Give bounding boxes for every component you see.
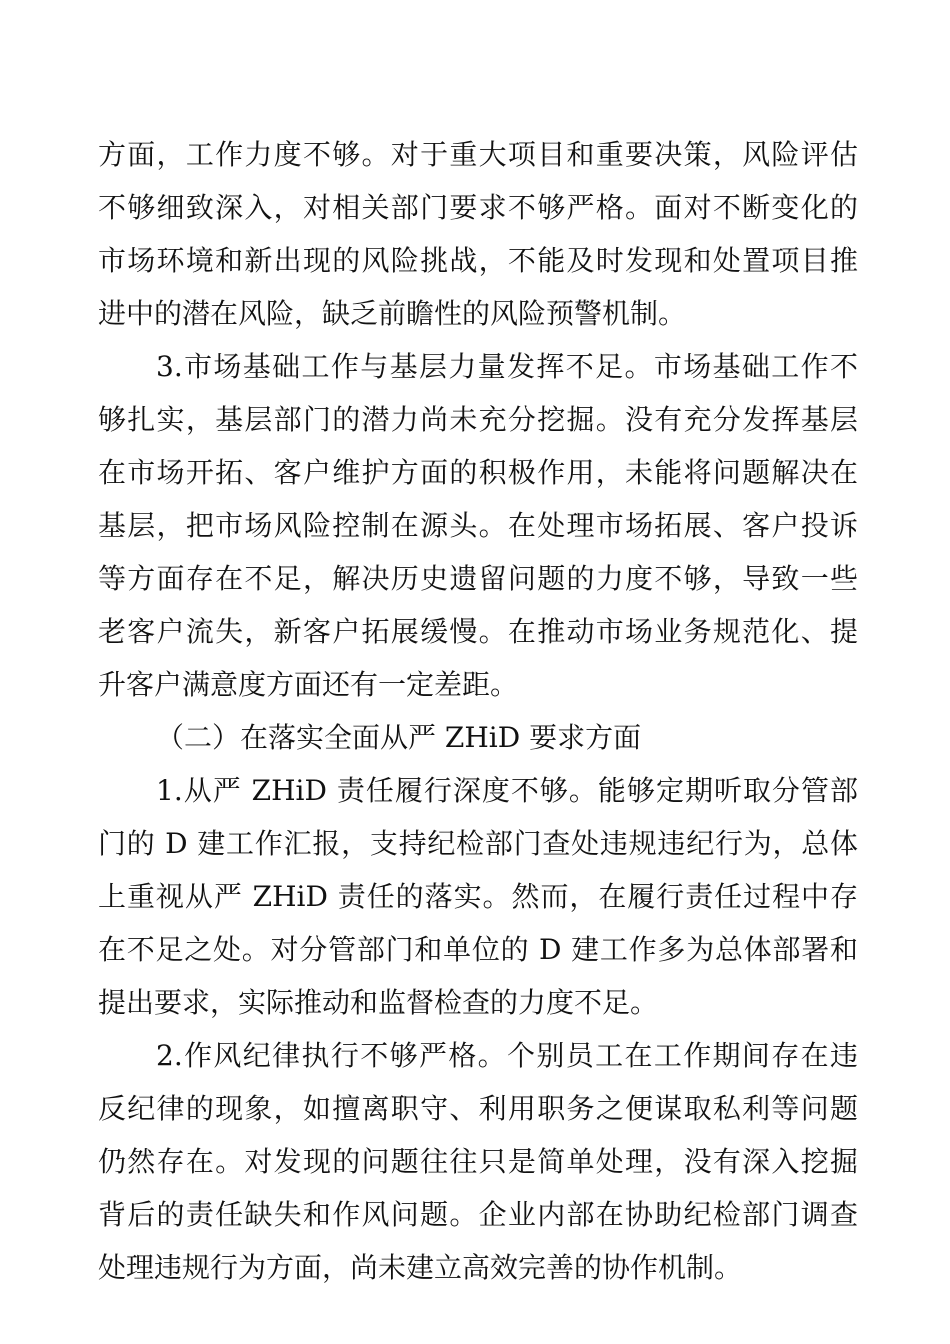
- text-line: 市场环境和新出现的风险挑战，不能及时发现和处置项目推: [98, 244, 858, 277]
- text-line: 不够细致深入，对相关部门要求不够严格。面对不断变化的: [98, 191, 858, 224]
- section-heading: （二）在落实全面从严 ZHiD 要求方面: [156, 721, 642, 754]
- text-line: 上重视从严 ZHiD 责任的落实。然而，在履行责任过程中存: [98, 880, 858, 913]
- text-line: 仍然存在。对发现的问题往往只是简单处理，没有深入挖掘: [98, 1145, 858, 1178]
- paragraph-start-line: 1.从严 ZHiD 责任履行深度不够。能够定期听取分管部: [156, 774, 858, 807]
- paragraph-start-line: 3.市场基础工作与基层力量发挥不足。市场基础工作不: [156, 350, 858, 383]
- document-body: [98, 128, 858, 1294]
- text-line: 提出要求，实际推动和监督检查的力度不足。: [98, 986, 659, 1019]
- text-line: 反纪律的现象，如擅离职守、利用职务之便谋取私利等问题: [98, 1092, 858, 1125]
- text-line: 进中的潜在风险，缺乏前瞻性的风险预警机制。: [98, 297, 687, 330]
- text-line: 老客户流失，新客户拓展缓慢。在推动市场业务规范化、提: [98, 615, 858, 648]
- text-line: 够扎实，基层部门的潜力尚未充分挖掘。没有充分发挥基层: [98, 403, 858, 436]
- text-line: 在不足之处。对分管部门和单位的 D 建工作多为总体部署和: [98, 933, 858, 966]
- text-line: 门的 D 建工作汇报，支持纪检部门查处违规违纪行为，总体: [98, 827, 858, 860]
- paragraph-start-line: 2.作风纪律执行不够严格。个别员工在工作期间存在违: [156, 1039, 858, 1072]
- text-line: 基层，把市场风险控制在源头。在处理市场拓展、客户投诉: [98, 509, 858, 542]
- text-line: 升客户满意度方面还有一定差距。: [98, 668, 519, 701]
- text-line: 在市场开拓、客户维护方面的积极作用，未能将问题解决在: [98, 456, 858, 489]
- text-line: 背后的责任缺失和作风问题。企业内部在协助纪检部门调查: [98, 1198, 858, 1231]
- text-line: 处理违规行为方面，尚未建立高效完善的协作机制。: [98, 1251, 743, 1284]
- text-line: 方面，工作力度不够。对于重大项目和重要决策，风险评估: [98, 138, 858, 171]
- text-line: 等方面存在不足，解决历史遗留问题的力度不够，导致一些: [98, 562, 858, 595]
